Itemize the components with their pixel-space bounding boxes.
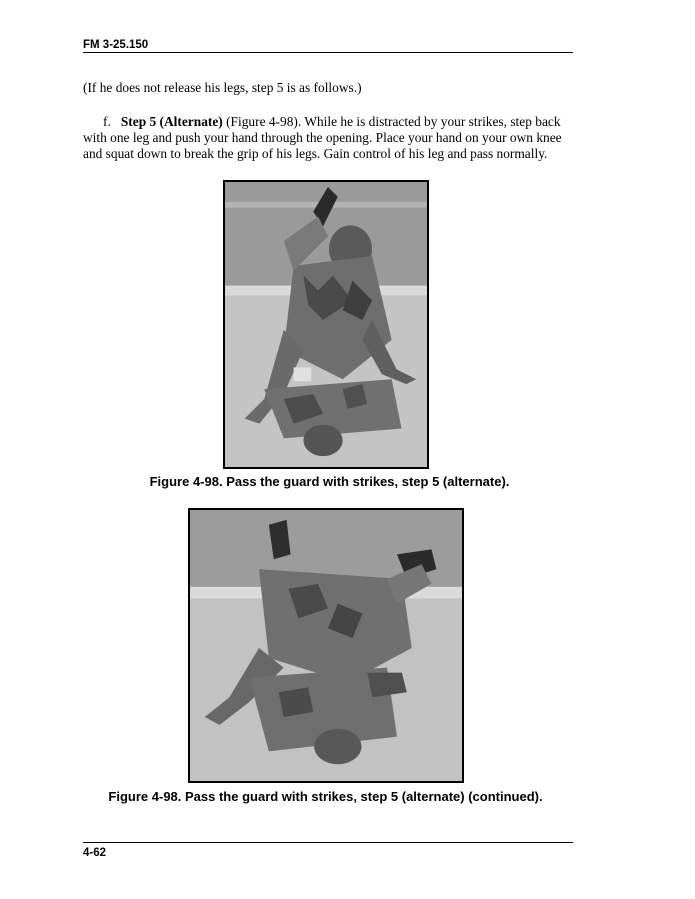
document-id-header: FM 3-25.150 [83,39,149,51]
figure-caption-1: Figure 4-98. Pass the guard with strikes, step 5 (alternate). [149,474,510,489]
footer-divider [83,842,573,843]
intro-paragraph: (If he does not release his legs, step 5 is as follows.) [83,80,362,95]
header-divider [83,52,573,53]
soldiers-grappling-photo-2 [190,510,462,781]
step-letter: f. [103,114,111,129]
figure-photo-1 [223,180,429,469]
step-5-paragraph [83,114,575,162]
figure-photo-2 [188,508,464,783]
page-number: 4-62 [83,847,107,859]
step-body-text: (Figure 4-98). While he is distracted by your strikes, step back with one leg and push your hand through the opening. Place your hand on your own knee and squat down to break the grip of his legs. Gain control of his leg and pass normally. [83,114,562,161]
figure-caption-2: Figure 4-98. Pass the guard with strikes, step 5 (alternate) (continued). [108,789,543,804]
step-title: Step 5 (Alternate) [120,114,223,129]
soldiers-grappling-photo-1 [225,182,427,467]
